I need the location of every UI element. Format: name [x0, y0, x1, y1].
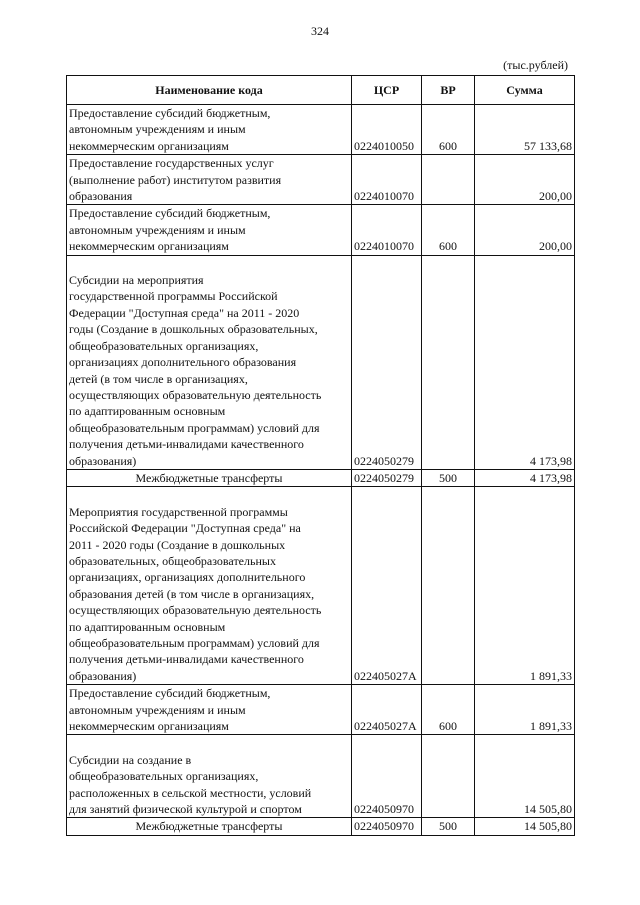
- row-sum: 14 505,80: [475, 818, 575, 835]
- row-vr: [422, 155, 475, 205]
- row-name: Предоставление субсидий бюджетным, автономным учреждениям и иным некоммерческим организациям: [67, 205, 352, 255]
- row-csr: 0224010070: [352, 205, 422, 255]
- table-header-row: [67, 76, 575, 105]
- row-sum: 1 891,33: [475, 685, 575, 735]
- row-sum: 1 891,33: [475, 487, 575, 685]
- header-name: Наименование кода: [67, 76, 352, 105]
- row-vr: [422, 487, 475, 685]
- row-vr: 500: [422, 818, 475, 835]
- row-name: Субсидии на мероприятия государственной программы Российской Федерации "Доступная среда" на 2011 - 2020 годы (Создание в дошкольных образовательных, общеобразовательных организациях, организациях дополнительного образования детей (в том числе в организациях, осуществляющих образовательную деятельность по адаптированным основным общеобразовательным программам) условий для получения детьми-инвалидами качественного образования): [67, 255, 352, 469]
- row-csr: 0224010070: [352, 155, 422, 205]
- row-csr: 0224050970: [352, 735, 422, 818]
- row-vr: 600: [422, 105, 475, 155]
- row-csr: 0224050970: [352, 818, 422, 835]
- row-name: Предоставление субсидий бюджетным, автономным учреждениям и иным некоммерческим организациям: [67, 105, 352, 155]
- row-sum: 4 173,98: [475, 255, 575, 469]
- row-csr: 0224050279: [352, 469, 422, 486]
- table-row: [67, 105, 575, 155]
- row-vr: 600: [422, 685, 475, 735]
- table-row: [67, 155, 575, 205]
- table-row: [67, 685, 575, 735]
- row-name: Субсидии на создание в общеобразовательных организациях, расположенных в сельской местности, условий для занятий физической культурой и спортом: [67, 735, 352, 818]
- header-csr: ЦСР: [352, 76, 422, 105]
- row-name: Мероприятия государственной программы Российской Федерации "Доступная среда" на 2011 - 2020 годы (Создание в дошкольных образовательных, общеобразовательных организациях, организациях дополнительного образования детей (в том числе в организациях, осуществляющих образовательную деятельность по адаптированным основным общеобразовательным программам) условий для получения детьми-инвалидами качественного образования): [67, 487, 352, 685]
- table-row: [67, 735, 575, 818]
- table-row: [67, 255, 575, 469]
- table-row: [67, 205, 575, 255]
- row-csr: 022405027А: [352, 685, 422, 735]
- row-vr: 500: [422, 469, 475, 486]
- row-sum: 4 173,98: [475, 469, 575, 486]
- row-vr: [422, 735, 475, 818]
- header-vr: ВР: [422, 76, 475, 105]
- row-sum: 57 133,68: [475, 105, 575, 155]
- page-number: 324: [311, 24, 329, 38]
- row-sum: 200,00: [475, 155, 575, 205]
- table-row: [67, 487, 575, 685]
- budget-table: [66, 75, 575, 836]
- row-sum: 200,00: [475, 205, 575, 255]
- row-sum: 14 505,80: [475, 735, 575, 818]
- row-name: Межбюджетные трансферты: [67, 818, 352, 835]
- row-csr: 0224050279: [352, 255, 422, 469]
- row-csr: 0224010050: [352, 105, 422, 155]
- table-row: [67, 469, 575, 486]
- row-vr: [422, 255, 475, 469]
- row-name: Предоставление государственных услуг (выполнение работ) институтом развития образования: [67, 155, 352, 205]
- table-row: [67, 818, 575, 835]
- units-label: (тыс.рублей): [503, 58, 568, 72]
- header-sum: Сумма: [475, 76, 575, 105]
- row-csr: 022405027А: [352, 487, 422, 685]
- row-name: Предоставление субсидий бюджетным, автономным учреждениям и иным некоммерческим организациям: [67, 685, 352, 735]
- row-vr: 600: [422, 205, 475, 255]
- row-name: Межбюджетные трансферты: [67, 469, 352, 486]
